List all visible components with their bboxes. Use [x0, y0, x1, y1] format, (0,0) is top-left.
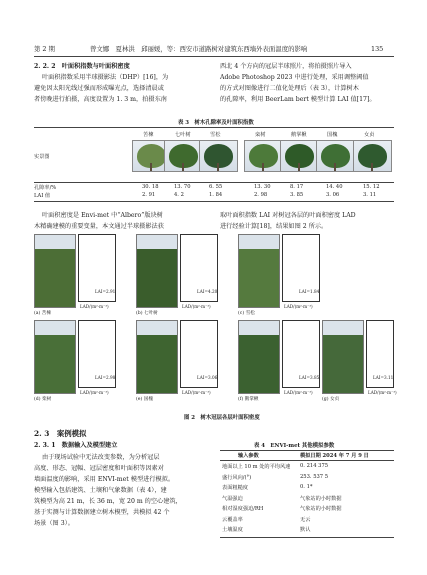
figure2-tree-photo [238, 234, 280, 308]
table3-lai-value: 2. 98 [254, 192, 268, 198]
panel-label: (g) 女贞 [322, 397, 340, 402]
figure2-caption: 图 2 树木冠层各层叶面积密度 [184, 415, 260, 421]
tree-trunk [150, 163, 152, 171]
table4-param: 相对湿度强迫/RH [222, 506, 264, 512]
lai-annotation: LAI=2.91 [95, 289, 116, 294]
body-line: 叶面积密度是 Envi-met 中“Albero”版块树 [42, 212, 163, 219]
table3-species-header: 国槐 [327, 132, 338, 138]
table4-param: 地面以上 10 m 处的平均风速 [222, 464, 291, 470]
body-line: 墙面温度的影响，采用 ENVI-met 模型进行模拟。 [34, 476, 175, 483]
body-line: 筑模型为高 21 m，长 36 m，宽 20 m 的空心建筑， [34, 498, 182, 505]
panel-label: (d) 栾树 [34, 397, 52, 402]
lai-annotation: LAI=1.84 [299, 289, 320, 294]
table3-species-header: 女贞 [364, 132, 375, 138]
body-line: 的孔隙率，利用 BeerLam bert 模型计算 LAI 值[17]。 [220, 96, 376, 103]
figure2-tree-photo [34, 234, 76, 308]
table3-porosity-value: 6. 55 [209, 184, 223, 190]
table3-row-label-porosity: 孔隙率/% [34, 185, 57, 191]
lad-chart [366, 320, 394, 388]
body-line: 叶面积指数采用半球摄影法（DHP）[16]，为 [42, 74, 169, 81]
figure2-tree-photo [238, 320, 280, 394]
table4-param: 云覆盖率 [222, 516, 243, 523]
tree-photo [316, 140, 355, 172]
table4-value: 气象站的小时数据 [300, 506, 342, 512]
table3-lai-value: 3. 85 [290, 192, 304, 198]
table3-porosity-value: 13. 70 [174, 184, 191, 190]
body-line: 高度、形态、冠幅、冠层密度和叶面积等因素对 [34, 465, 164, 472]
photo-sky [137, 321, 177, 335]
table3-mid-rule [34, 182, 394, 183]
table3-species-header: 鹅掌楸 [291, 132, 307, 138]
table4-value: 气象站的小时数据 [300, 495, 342, 502]
header-rule [34, 56, 394, 57]
lad-chart [282, 320, 320, 388]
body-line: 西北 4 个方向的冠层半球照片，将拍摄照片导入 [220, 63, 352, 70]
tree-photo [244, 140, 283, 172]
table3-porosity-value: 13. 30 [254, 184, 271, 190]
photo-sky [35, 235, 75, 249]
body-line: 者傍晚进行拍摄，高度设置为 1. 3 m，拍摄东南 [34, 96, 167, 103]
panel-label: (f) 鹅掌楸 [238, 397, 259, 402]
x-axis-label: LAD/(m²·m⁻³) [368, 390, 397, 395]
table3-lai-value: 3. 06 [326, 192, 340, 198]
subsection-heading: 2. 2. 2 叶面积指数与叶面积密度 [34, 63, 130, 70]
body-line: 取叶面积指数 LAI 对树冠各层的叶面积密度 LAD [220, 212, 356, 219]
tree-photo [199, 140, 238, 172]
lad-chart [78, 320, 116, 388]
table4-col-header-param: 输入参数 [238, 453, 259, 459]
table3-porosity-value: 15. 12 [363, 184, 380, 190]
x-axis-label: LAD/(m²·m⁻³) [182, 304, 211, 309]
tree-trunk [334, 163, 336, 171]
table4-mid-rule [220, 460, 394, 461]
issue-number: 第 2 期 [34, 45, 55, 53]
body-line: 场景（图 3）。 [34, 520, 74, 527]
figure2-tree-photo [322, 320, 364, 394]
table4-value: 0. 214 375 [300, 463, 329, 469]
lai-annotation: LAI=4.20 [197, 289, 218, 294]
table3-lai-value: 3. 11 [363, 192, 377, 198]
photo-sky [137, 235, 177, 249]
lai-annotation: LAI=3.06 [197, 375, 218, 380]
table4-param: 盛行风向/(°) [222, 474, 252, 481]
panel-label: (c) 雪松 [238, 311, 255, 316]
photo-sky [239, 235, 279, 249]
tree-photo [280, 140, 319, 172]
body-line: Adobe Photoshop 2023 中进行处理，采用调整阈值 [220, 74, 369, 81]
table4-value: 0. 1* [300, 484, 313, 490]
table3-species-header: 栾树 [255, 132, 266, 138]
table3-porosity-value: 14. 40 [326, 184, 343, 190]
lad-chart [180, 234, 218, 302]
lad-chart [282, 234, 320, 302]
page-number: 135 [371, 45, 384, 53]
table3-lai-value: 1. 84 [209, 192, 223, 198]
body-line: 模型输入包括建筑、土壤和气象数据（表 4），建 [34, 487, 167, 494]
table4-value: 253. 537 5 [300, 473, 329, 480]
tree-photo [164, 140, 203, 172]
x-axis-label: LAD/(m²·m⁻³) [284, 390, 313, 395]
table3-row-label-image: 实景图 [34, 154, 50, 160]
table4-value: 默认 [300, 527, 311, 533]
table4-param: 气温强迫 [222, 495, 243, 502]
lai-annotation: LAI=3.85 [299, 375, 320, 380]
table3-porosity-value: 30. 18 [142, 184, 159, 190]
figure2-tree-photo [34, 320, 76, 394]
table3-caption: 表 3 树木孔隙率及叶面积指数 [178, 120, 254, 126]
table3-lai-value: 4. 2 [174, 192, 184, 198]
body-line: 进行经验计算[18]，结果如图 2 所示。 [220, 223, 328, 230]
table3-row-label-lai: LAI 值 [34, 193, 51, 199]
table4-top-rule [220, 450, 394, 451]
figure2-tree-photo [136, 320, 178, 394]
tree-trunk [371, 163, 373, 171]
tree-trunk [298, 163, 300, 171]
tree-trunk [262, 163, 264, 171]
running-head: 曾文娜 夏林洪 邱丽媛，等：西安市道路树对建筑东西墙外表面温度的影响 [90, 45, 308, 53]
table3-species-header: 雪松 [210, 132, 221, 138]
table4-param: 土壤温度 [222, 527, 243, 533]
table3-bottom-rule [34, 201, 394, 202]
body-line: 木精确建模的重要变量，本文通过半球摄影法获 [34, 223, 164, 230]
table4-caption: 表 4 ENVI-met 其他模拟参数 [254, 443, 335, 449]
photo-sky [239, 321, 279, 335]
body-line: 基于实测与计算数据建立树木模型，共模拟 42 个 [34, 509, 170, 516]
panel-label: (b) 七叶树 [136, 311, 158, 316]
table4-col-header-date: 模拟日期 2024 年 7 月 9 日 [300, 453, 369, 459]
x-axis-label: LAD/(m²·m⁻³) [182, 390, 211, 395]
x-axis-label: LAD/(m²·m⁻³) [284, 304, 313, 309]
lad-chart [180, 320, 218, 388]
photo-sky [323, 321, 363, 335]
tree-photo [353, 140, 392, 172]
tree-trunk [217, 163, 219, 171]
lai-annotation: LAI=2.98 [95, 375, 116, 380]
section-title: 2. 3 案例模拟 [34, 429, 87, 438]
panel-label: (a) 苦楝 [34, 311, 51, 316]
body-line: 由于现场试验中无法改变参数，为分析冠层 [42, 454, 160, 461]
table4-value: 无云 [300, 516, 311, 523]
figure2-tree-photo [136, 234, 178, 308]
table3-porosity-value: 8. 17 [290, 184, 304, 190]
x-axis-label: LAD/(m²·m⁻³) [80, 390, 109, 395]
table3-top-rule [34, 127, 394, 128]
lai-annotation: LAI=3.11 [373, 375, 394, 380]
photo-sky [35, 321, 75, 335]
x-axis-label: LAD/(m²·m⁻³) [80, 304, 109, 309]
table4-param: 表面粗糙度 [222, 485, 248, 491]
table3-species-header: 苦楝 [143, 132, 154, 138]
lad-chart [78, 234, 116, 302]
body-line: 的方式对图像进行二值化处理后（表 3），计算树木 [220, 85, 359, 92]
table3-species-header: 七叶树 [175, 132, 191, 138]
table4-bottom-rule [220, 537, 394, 538]
panel-label: (e) 国槐 [136, 397, 153, 402]
tree-trunk [182, 163, 184, 171]
table3-lai-value: 2. 91 [142, 192, 156, 198]
subsection-title: 2. 3. 1 数据输入及模型建立 [34, 442, 118, 449]
body-line: 避免因太阳光线过强而形成曝光点，选择清晨或 [34, 85, 164, 92]
